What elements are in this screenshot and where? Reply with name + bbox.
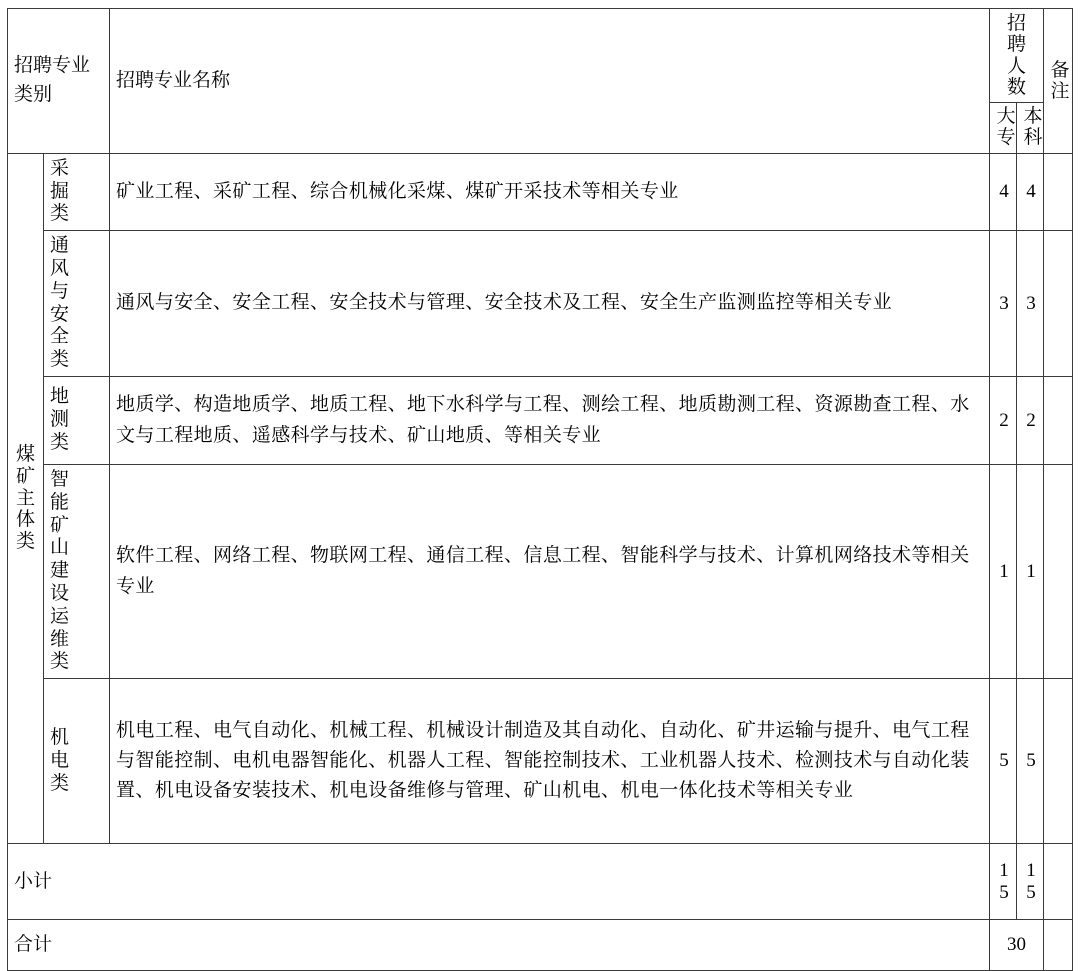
header-remark: 备注 <box>1044 9 1073 154</box>
header-major-name: 招聘专业名称 <box>110 9 990 154</box>
bachelor-count-cell: 4 <box>1017 153 1044 230</box>
major-names-cell: 软件工程、网络工程、物联网工程、通信工程、信息工程、智能科学与技术、计算机网络技术等相关专业 <box>110 465 990 679</box>
sub-category-cell: 通风与安全类 <box>44 231 110 377</box>
remark-cell <box>1044 679 1073 844</box>
remark-cell <box>1044 377 1073 465</box>
sub-category-cell: 地测类 <box>44 377 110 465</box>
sub-category-cell: 智能矿山建设运维类 <box>44 465 110 679</box>
subtotal-label: 小计 <box>8 844 990 920</box>
subtotal-bachelor: 15 <box>1017 844 1044 920</box>
header-sub-college: 大专 <box>990 103 1017 154</box>
bachelor-count-cell: 5 <box>1017 679 1044 844</box>
college-count-cell: 3 <box>990 231 1017 377</box>
table-row <box>8 465 1073 679</box>
header-category: 招聘专业类别 <box>8 9 110 154</box>
bachelor-count-cell: 3 <box>1017 231 1044 377</box>
major-names-cell: 地质学、构造地质学、地质工程、地下水科学与工程、测绘工程、地质勘测工程、资源勘查工程、水文与工程地质、遥感科学与技术、矿山地质、等相关专业 <box>110 377 990 465</box>
document-page <box>0 8 1080 956</box>
subtotal-row <box>8 844 1073 920</box>
recruitment-table <box>7 8 1073 971</box>
table-row <box>8 679 1073 844</box>
main-category-cell: 煤矿主体类 <box>8 153 44 843</box>
table-row <box>8 377 1073 465</box>
total-row <box>8 920 1073 971</box>
college-count-cell: 1 <box>990 465 1017 679</box>
header-headcount: 招聘人数 <box>990 9 1044 103</box>
table-row <box>8 231 1073 377</box>
college-count-cell: 4 <box>990 153 1017 230</box>
major-names-cell: 机电工程、电气自动化、机械工程、机械设计制造及其自动化、自动化、矿井运输与提升、电气工程与智能控制、电机电器智能化、机器人工程、智能控制技术、工业机器人技术、检测技术与自动化装置、机电设备安装技术、机电设备维修与管理、矿山机电、机电一体化技术等相关专业 <box>110 679 990 844</box>
table-header-row <box>8 9 1073 103</box>
subtotal-college: 15 <box>990 844 1017 920</box>
total-label: 合计 <box>8 920 990 971</box>
total-value: 30 <box>990 920 1044 971</box>
remark-cell <box>1044 153 1073 230</box>
major-names-cell: 通风与安全、安全工程、安全技术与管理、安全技术及工程、安全生产监测监控等相关专业 <box>110 231 990 377</box>
header-sub-bachelor: 本科 <box>1017 103 1044 154</box>
college-count-cell: 5 <box>990 679 1017 844</box>
remark-cell <box>1044 231 1073 377</box>
remark-cell <box>1044 465 1073 679</box>
table-row <box>8 153 1073 230</box>
college-count-cell: 2 <box>990 377 1017 465</box>
major-names-cell: 矿业工程、采矿工程、综合机械化采煤、煤矿开采技术等相关专业 <box>110 153 990 230</box>
sub-category-cell: 机电类 <box>44 679 110 844</box>
subtotal-remark <box>1044 844 1073 920</box>
bachelor-count-cell: 2 <box>1017 377 1044 465</box>
bachelor-count-cell: 1 <box>1017 465 1044 679</box>
sub-category-cell: 采掘类 <box>44 153 110 230</box>
total-remark <box>1044 920 1073 971</box>
